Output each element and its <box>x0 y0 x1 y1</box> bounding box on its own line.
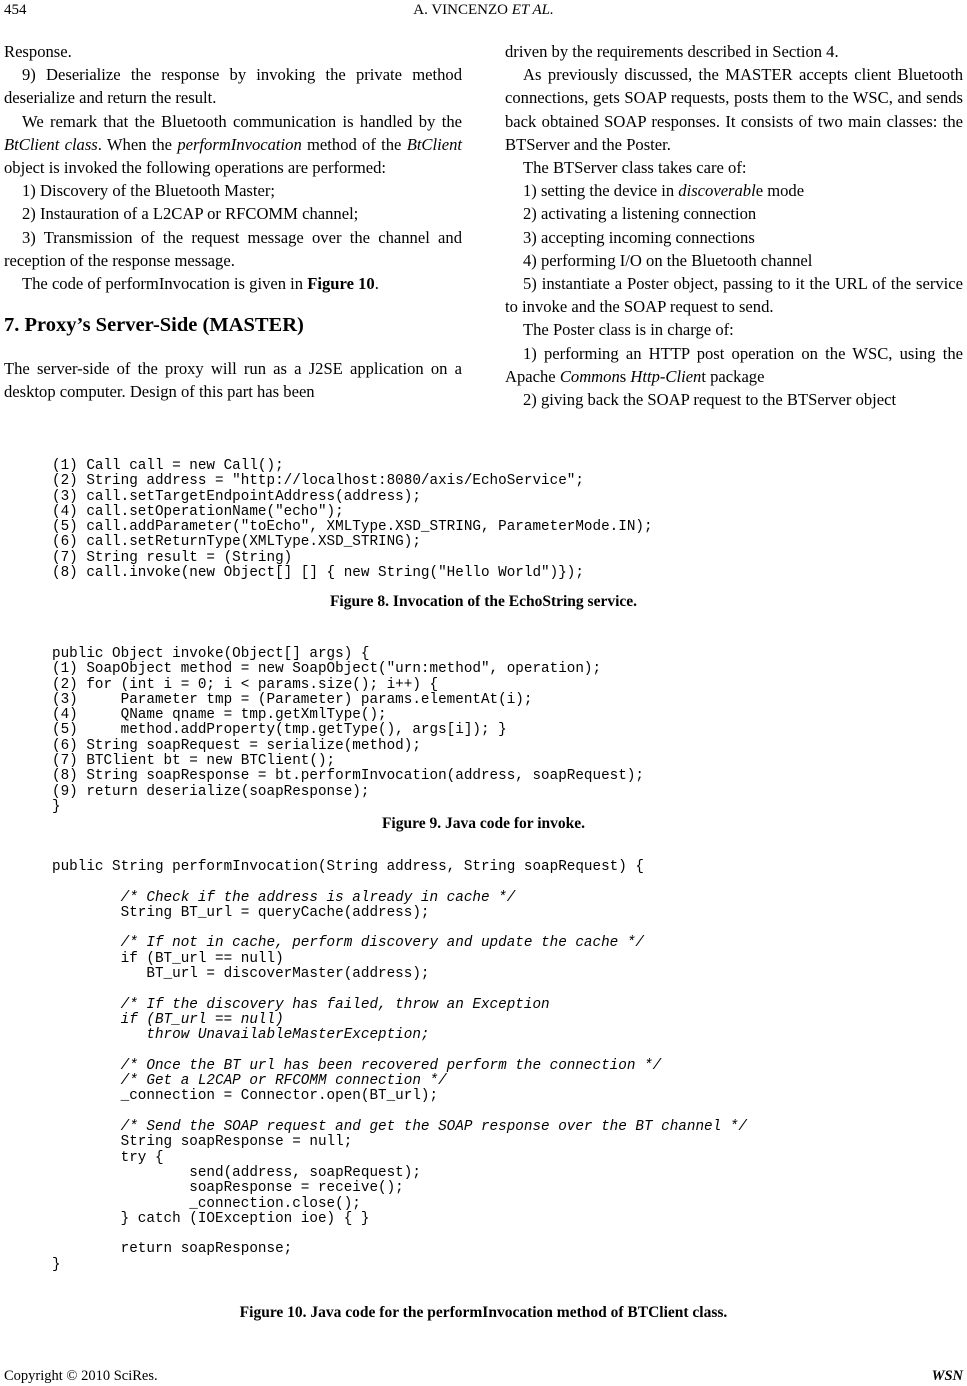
code-line: BT_url = discoverMaster(address); <box>52 966 430 983</box>
code-line: (2) String address = "http://localhost:8080/axis/EchoService"; <box>52 473 584 490</box>
left-column <box>4 40 462 404</box>
paragraph <box>4 272 462 295</box>
figure-reference: Figure 10 <box>307 274 375 294</box>
code-line: (8) call.invoke(new Object[] [] { new String("Hello World")}); <box>52 565 584 582</box>
code-line: /* Check if the address is already in cache */ <box>52 889 516 906</box>
emphasis: Http-Clien <box>630 366 702 386</box>
code-line: send(address, soapRequest); <box>52 1164 421 1181</box>
code-line: public Object invoke(Object[] args) { <box>52 646 370 662</box>
author-name: A. VINCENZO <box>413 2 508 18</box>
paragraph: Response. <box>4 42 72 61</box>
figure-9-caption: Figure 9. Java code for invoke. <box>381 815 586 832</box>
code-line: (1) Call call = new Call(); <box>52 458 284 474</box>
list-item: 2) Instauration of a L2CAP or RFCOMM channel; <box>22 204 359 224</box>
figure-10-code <box>52 860 747 1273</box>
code-line: if (BT_url == null) <box>52 950 284 967</box>
figure-8-code <box>52 459 653 581</box>
list-item: 3) Transmission of the request message over the channel and reception of the response message. <box>4 227 462 270</box>
figure-8-caption: Figure 8. Invocation of the EchoString service. <box>329 593 638 610</box>
text-run: We remark that the Bluetooth communication is handled by the <box>22 111 462 131</box>
code-line: return soapResponse; <box>52 1241 293 1258</box>
list-item: 3) accepting incoming connections <box>523 227 755 247</box>
code-line: (3) Parameter tmp = (Parameter) params.elementAt(i); <box>52 691 533 708</box>
text-run: s <box>619 366 631 386</box>
code-line: (5) method.addProperty(tmp.getType(), args[i]); } <box>52 722 507 739</box>
code-line: } catch (IOException ioe) { } <box>52 1210 370 1227</box>
paragraph: The BTServer class takes care of: <box>523 158 747 178</box>
code-line: /* Get a L2CAP or RFCOMM connection */ <box>52 1073 447 1090</box>
list-item: 4) performing I/O on the Bluetooth channel <box>523 250 813 270</box>
text-run: e mode <box>755 181 805 201</box>
code-line: _connection = Connector.open(BT_url); <box>52 1088 439 1105</box>
text-run: 1) performing an HTTP post operation on the WSC, using the Apache <box>505 343 963 386</box>
code-line: soapResponse = receive(); <box>52 1180 404 1197</box>
emphasis: Common <box>559 366 620 386</box>
code-line: /* Once the BT url has been recovered perform the connection */ <box>52 1057 662 1074</box>
list-item: 2) activating a listening connection <box>523 204 757 224</box>
section-heading: 7. Proxy’s Server-Side (MASTER) <box>4 314 304 337</box>
paragraph: As previously discussed, the MASTER accepts client Bluetooth connections, gets SOAP requests, posts them to the WSC, and sends back obtained SOAP responses. It consists of two main classes: the BTServer and the Poster. <box>505 65 963 154</box>
class-name: BtClient class <box>4 134 98 154</box>
code-line: try { <box>52 1149 164 1166</box>
emphasis: discoverabl <box>678 181 756 201</box>
figure-10-caption: Figure 10. Java code for the performInvocation method of BTClient class. <box>239 1304 728 1321</box>
running-head <box>0 0 967 24</box>
paragraph <box>4 110 462 180</box>
text-run: The code of performInvocation is given in <box>22 274 308 294</box>
list-item <box>505 342 963 388</box>
code-line: (1) SoapObject method = new SoapObject("urn:method", operation); <box>52 661 602 678</box>
code-line: (6) String soapRequest = serialize(method); <box>52 737 421 754</box>
text-run: . <box>374 274 379 294</box>
running-head-authors <box>0 2 967 19</box>
code-line: (7) String result = (String) <box>52 549 293 566</box>
code-line: (6) call.setReturnType(XMLType.XSD_STRING); <box>52 534 421 551</box>
paragraph: 9) Deserialize the response by invoking the private method deserialize and return the result. <box>4 65 462 108</box>
paragraph: The server-side of the proxy will run as a J2SE application on a desktop computer. Design of this part has been <box>4 359 462 402</box>
copyright: Copyright © 2010 SciRes. <box>4 1368 158 1384</box>
code-line: throw UnavailableMasterException; <box>52 1027 430 1044</box>
code-line: _connection.close(); <box>52 1195 361 1212</box>
code-line: if (BT_url == null) <box>52 1011 284 1028</box>
et-al: ET AL. <box>511 2 554 18</box>
code-line: } <box>52 798 61 815</box>
text-run: object is invoked the following operations are performed: <box>4 158 387 178</box>
code-line: /* If the discovery has failed, throw an Exception <box>52 996 550 1013</box>
paragraph: The Poster class is in charge of: <box>523 320 734 340</box>
list-item: 1) Discovery of the Bluetooth Master; <box>22 181 275 201</box>
figure-9-code <box>52 647 644 815</box>
journal-name: WSN <box>931 1368 963 1384</box>
list-item: 2) giving back the SOAP request to the BTServer object <box>523 390 897 410</box>
code-line: (3) call.setTargetEndpointAddress(address); <box>52 488 421 505</box>
code-line: (4) call.setOperationName("echo"); <box>52 503 344 520</box>
text-run: method of the <box>301 134 407 154</box>
right-column <box>505 40 963 411</box>
text-run: . When the <box>97 134 178 154</box>
code-line: public String performInvocation(String address, String soapRequest) { <box>52 859 644 875</box>
code-line: (7) BTClient bt = new BTClient(); <box>52 753 336 770</box>
code-line: (4) QName qname = tmp.getXmlType(); <box>52 707 387 724</box>
code-line: (5) call.addParameter("toEcho", XMLType.XSD_STRING, ParameterMode.IN); <box>52 519 653 536</box>
text-run: 1) setting the device in <box>523 181 679 201</box>
class-name: BtClient <box>406 134 462 154</box>
paragraph: driven by the requirements described in Section 4. <box>505 42 839 61</box>
code-line: /* Send the SOAP request and get the SOAP response over the BT channel */ <box>52 1119 747 1136</box>
list-item: 5) instantiate a Poster object, passing to it the URL of the service to invoke and the SOAP request to send. <box>505 274 963 317</box>
code-line: } <box>52 1256 61 1273</box>
code-line: String soapResponse = null; <box>52 1134 353 1151</box>
code-line: String BT_url = queryCache(address); <box>52 904 430 921</box>
text-run: t package <box>701 366 765 386</box>
method-name: performInvocation <box>177 134 302 154</box>
list-item <box>505 179 963 202</box>
code-line: /* If not in cache, perform discovery and update the cache */ <box>52 935 644 952</box>
code-line: (2) for (int i = 0; i < params.size(); i++) { <box>52 676 439 693</box>
code-line: (8) String soapResponse = bt.performInvocation(address, soapRequest); <box>52 768 644 785</box>
page-number: 454 <box>4 2 27 18</box>
code-line: (9) return deserialize(soapResponse); <box>52 783 370 800</box>
